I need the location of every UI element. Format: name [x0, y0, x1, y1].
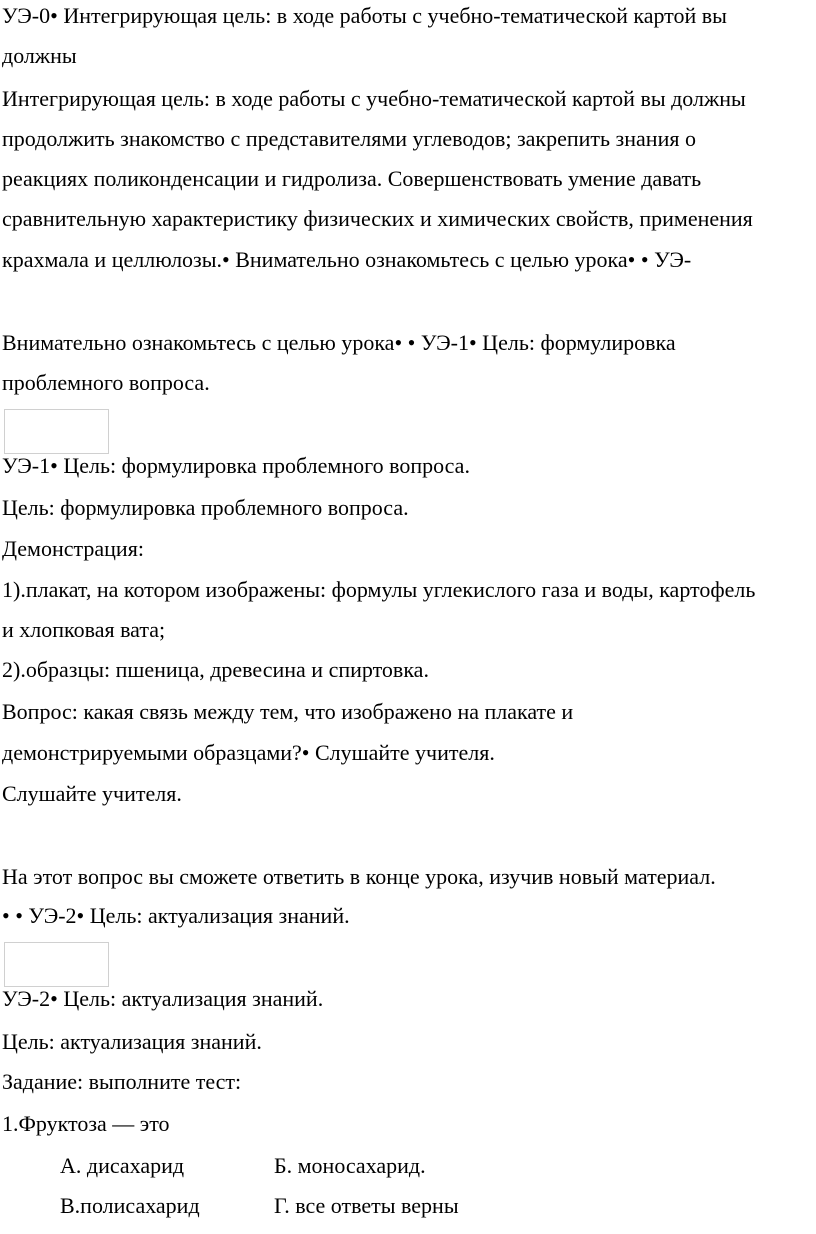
text-line: Цель: формулировка проблемного вопроса.	[2, 495, 409, 520]
answer-option-a: А. дисахарид	[60, 1153, 185, 1178]
text-line: демонстрируемыми образцами?• Слушайте учителя.	[2, 740, 495, 765]
image-placeholder	[4, 942, 109, 987]
answer-option-b: Б. моносахарид.	[274, 1153, 426, 1178]
text-line: 2).образцы: пшеница, древесина и спиртовка.	[2, 657, 429, 682]
text-line: Слушайте учителя.	[2, 781, 182, 806]
image-placeholder	[4, 409, 109, 454]
text-line: сравнительную характеристику физических и химических свойств, применения	[2, 206, 753, 231]
text-line: должны	[2, 43, 77, 68]
text-line: 1).плакат, на котором изображены: формулы углекислого газа и воды, картофель	[2, 577, 756, 602]
text-line: Интегрирующая цель: в ходе работы с учебно-тематической картой вы должны	[2, 86, 746, 111]
text-line: и хлопковая вата;	[2, 617, 166, 642]
text-line: продолжить знакомство с представителями углеводов; закрепить знания о	[2, 126, 696, 151]
text-line: На этот вопрос вы сможете ответить в конце урока, изучив новый материал.	[2, 864, 716, 889]
text-line: реакциях поликонденсации и гидролиза. Совершенствовать умение давать	[2, 166, 702, 191]
text-line: крахмала и целлюлозы.• Внимательно ознакомьтесь с целью урока• • УЭ-	[2, 247, 692, 272]
text-line: Задание: выполните тест:	[2, 1069, 242, 1094]
text-line: УЭ-2• Цель: актуализация знаний.	[2, 986, 324, 1011]
text-line: УЭ-1• Цель: формулировка проблемного вопроса.	[2, 453, 470, 478]
answer-option-c: В.полисахарид	[60, 1193, 200, 1218]
answer-option-d: Г. все ответы верны	[274, 1193, 459, 1218]
text-line: проблемного вопроса.	[2, 370, 210, 395]
text-line: Внимательно ознакомьтесь с целью урока• • УЭ-1• Цель: формулировка	[2, 330, 676, 355]
text-line: 1.Фруктоза — это	[2, 1111, 170, 1136]
text-line: • • УЭ-2• Цель: актуализация знаний.	[2, 903, 350, 928]
text-line: Цель: актуализация знаний.	[2, 1029, 262, 1054]
text-line: Демонстрация:	[2, 536, 144, 561]
text-line: УЭ-0• Интегрирующая цель: в ходе работы с учебно-тематической картой вы	[2, 3, 727, 28]
text-line: Вопрос: какая связь между тем, что изображено на плакате и	[2, 699, 574, 724]
